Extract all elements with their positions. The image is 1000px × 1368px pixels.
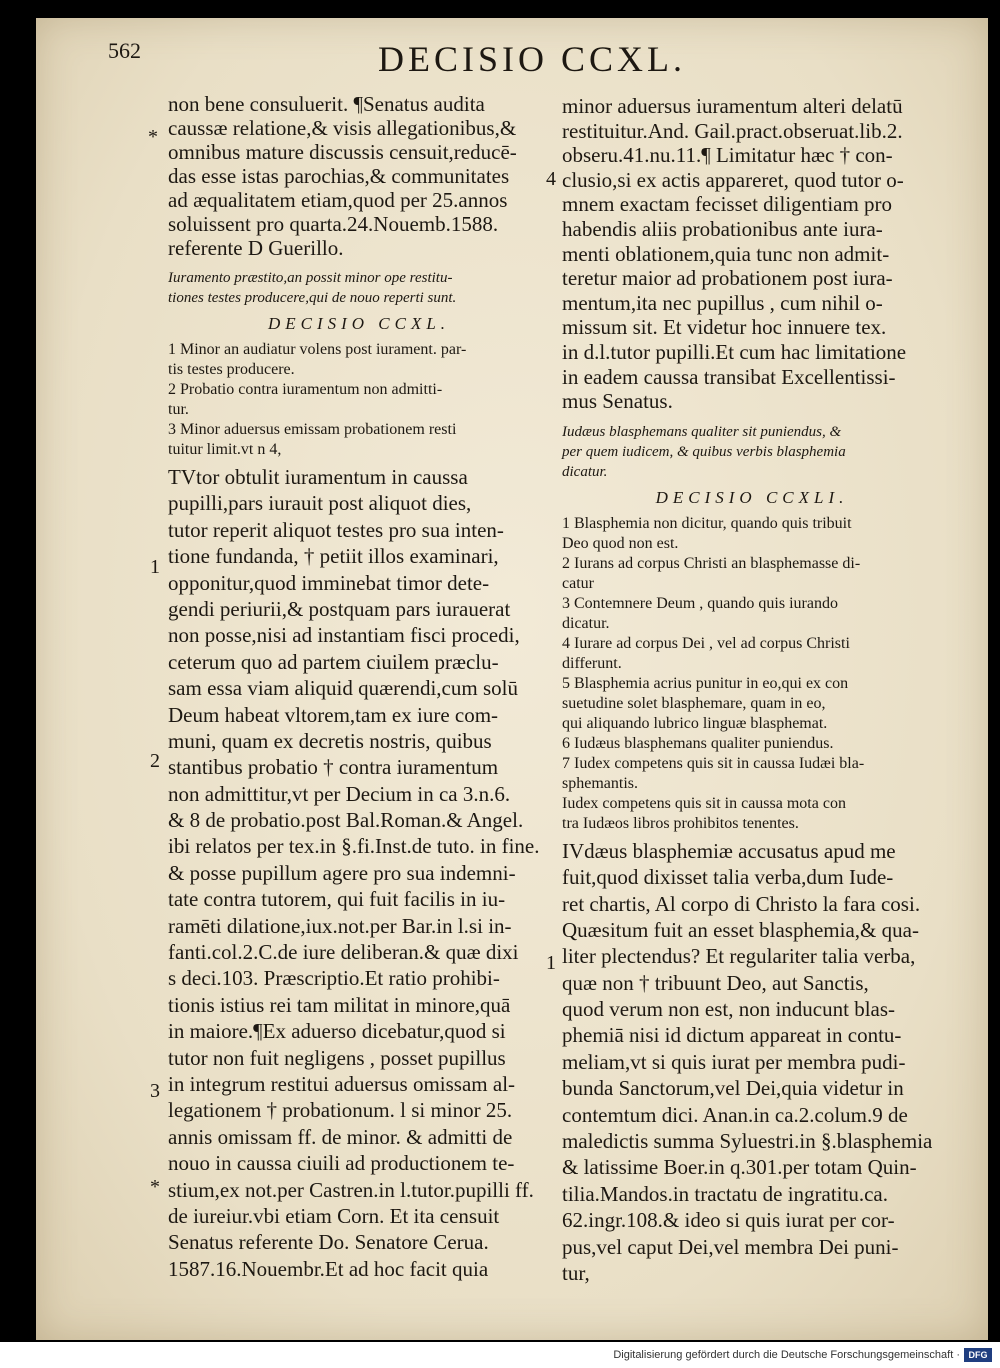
text-line: Senatus referente Do. Senatore Cerua. [168,1230,489,1255]
text-line: restituitur.And. Gail.pract.obseruat.lib.2. [562,118,903,143]
margin-number: 4 [546,168,556,190]
text-line: muni, quam ex decretis nostris, quibus [168,728,492,753]
summary-item: 1 Blasphemia non dicitur, quando quis tribuit [562,514,852,532]
text-line: & posse pupillum agere pro sua indemni- [168,860,516,885]
decision-title-ccxl: DECISIO CCXL. [267,314,451,333]
dfg-logo: DFG [964,1348,992,1362]
text-line: Quæsitum fuit an esset blasphemia,& qua- [562,917,919,942]
text-line: 1587.16.Nouembr.Et ad hoc facit quia [168,1256,489,1281]
left-column [168,92,550,1282]
summary-item: 3 Contemnere Deum , quando quis iurando [562,594,838,612]
text-line: non bene consuluerit. ¶Senatus audita [168,92,485,116]
text-line: stantibus probatio † contra iuramentum [168,755,499,780]
text-line: tate contra tutorem, qui fuit facilis in iu- [168,887,506,912]
text-line: fuit,quod dixisset talia verba,dum Iude- [562,865,894,890]
summary-item: Iudex competens quis sit in caussa mota con [562,794,846,812]
summary-item: 1 Minor an audiatur volens post iurament. par- [168,341,467,358]
text-line: annis omissam ff. de minor. & admitti de [168,1124,513,1149]
text-line: s deci.103. Præscriptio.Et ratio prohibi- [168,966,500,991]
text-line: & latissime Boer.in q.301.per totam Quin- [562,1155,917,1180]
text-line: tur, [562,1260,590,1285]
text-line: de iureiur.vbi etiam Corn. Et ita censuit [168,1203,500,1228]
margin-number: 2 [150,750,160,772]
text-line: phemiā nisi id dictum appareat in contu- [562,1023,902,1048]
summary-line: tiones testes producere,qui de nouo reperti sunt. [168,290,457,306]
text-line: nouo in caussa ciuili ad productionem te- [168,1151,515,1176]
text-line: TVtor obtulit iuramentum in caussa [168,465,468,489]
text-line: ramēti dilatione,iux.not.per Bar.in l.si in- [168,913,512,938]
summary-item: suetudine solet blasphemare, quam in eo, [562,694,826,712]
margin-asterisk: * [148,126,158,148]
summary-item: 2 Iurans ad corpus Christi an blasphemasse di- [562,554,861,572]
text-line: in eadem caussa transibat Excellentissi- [562,364,896,389]
digitization-footer [0,1342,1000,1368]
text-line: ret chartis, Al corpo di Christo la fara cosi. [562,891,921,916]
text-line: das esse istas parochias,& communitates [168,164,510,188]
summary-item: tis testes producere. [168,361,295,378]
summary-item: 5 Blasphemia acrius punitur in eo,qui ex con [562,674,849,692]
text-line: tutor reperit aliquot testes pro sua inten- [168,517,504,542]
text-line: ibi relatos per tex.in §.fi.Inst.de tuto. in fine. [168,834,540,859]
margin-number: 1 [150,556,160,578]
summary-item: 4 Iurare ad corpus Dei , vel ad corpus Christi [562,634,850,652]
summary-item: differunt. [562,654,622,672]
summary-item: sphemantis. [562,774,638,792]
text-line: in integrum restitui aduersus omissam al- [168,1071,516,1096]
text-line: pus,vel caput Dei,vel membra Dei puni- [562,1234,899,1259]
text-line: menti oblationem,quia tunc non admit- [562,241,890,266]
text-line: non posse,nisi ad instantiam fisci procedi, [168,623,520,648]
margin-number: 3 [150,1080,160,1102]
text-line: IVdæus blasphemiæ accusatus apud me [562,838,896,863]
footer-text: Digitalisierung gefördert durch die Deutsche Forschungsgemeinschaft · [613,1349,960,1361]
text-line: mentum,ita nec pupillus , cum nihil o- [562,290,883,315]
page-number: 562 [108,38,141,63]
text-line: Deum habeat vltorem,tam ex iure com- [168,702,499,727]
summary-item: 6 Iudæus blasphemans qualiter puniendus. [562,734,834,752]
text-line: non admittitur,vt per Decium in ca 3.n.6. [168,781,511,806]
margin-number: 1 [546,952,556,974]
text-line: ad æqualitatem etiam,quod per 25.annos [168,188,508,212]
summary-item: dicatur. [562,614,610,632]
text-line: tionis istius rei tam militat in minore,quā [168,992,511,1017]
text-line: legationem † probationum. l si minor 25. [168,1098,513,1123]
text-line: gendi periurii,& postquam pars iurauerat [168,596,511,621]
summary-item: tra Iudæos libros prohibitos tenentes. [562,814,799,832]
text-line: clusio,si ex actis appareret, quod tutor o- [562,167,904,192]
text-line: fanti.col.2.C.de iure deliberan.& quæ dixi [168,940,519,965]
text-line: minor aduersus iuramentum alteri delatū [562,94,903,118]
text-line: stium,ex not.per Castren.in l.tutor.pupilli ff. [168,1177,534,1202]
text-line: mnem exactam fecisset diligentiam pro [562,192,893,217]
text-line: sam essa viam aliquid quærendi,cum solū [168,676,518,701]
text-line: mus Senatus. [562,389,673,414]
text-line: tilia.Mandos.in tractatu de ingratitu.ca. [562,1181,888,1206]
text-line: in d.l.tutor pupilli.Et cum hac limitatione [562,339,907,364]
text-line: soluissent pro quarta.24.Nouemb.1588. [168,212,499,236]
summary-item: catur [562,574,594,592]
running-head: DECISIO CCXL. [378,39,687,79]
text-line: 62.ingr.108.& ideo si quis iurat per cor- [562,1208,895,1233]
text-line: liter plectendus? Et regulariter talia verba, [562,944,916,969]
text-line: bunda Sanctorum,vel Dei,quia videtur in [562,1076,904,1101]
text-line: teretur maior ad probationem post iura- [562,266,893,291]
text-line: contemtum dici. Anan.in ca.2.colum.9 de [562,1102,908,1127]
text-line: quod verum non est, non inducunt blas- [562,997,896,1022]
text-line: referente D Guerillo. [168,236,344,260]
text-line: missum sit. Et videtur hoc innuere tex. [562,315,887,340]
decision-title-ccxli: DECISIO CCXLI. [655,487,849,507]
text-line: obseru.41.nu.11.¶ Limitatur hæc † con- [562,143,893,168]
text-line: habendis aliis probationibus ante iura- [562,216,883,241]
text-line: opponitur,quod imminebat timor dete- [168,570,490,595]
summary-line: Iudæus blasphemans qualiter sit puniendus, & [562,423,842,440]
text-line: in maiore.¶Ex aduerso dicebatur,quod si [168,1019,506,1044]
text-line: quæ non † tribuunt Deo, aut Sanctis, [562,970,869,995]
summary-item: qui aliquando lubrico linguæ blasphemat. [562,714,828,732]
summary-item: tur. [168,401,189,418]
right-column [562,94,942,1286]
summary-line: Iuramento præstito,an possit minor ope restitu- [168,270,453,286]
text-line: omnibus mature discussis censuit,reducē- [168,140,517,164]
summary-line: dicatur. [562,463,608,480]
text-line: maledictis summa Syluestri.in §.blasphemia [562,1129,933,1154]
text-line: & 8 de probatio.post Bal.Roman.& Angel. [168,808,524,833]
text-line: tione fundanda, † petiit illos examinari, [168,544,499,569]
text-line: caussæ relatione,& visis allegationibus,& [168,116,517,140]
summary-item: Deo quod non est. [562,534,679,552]
text-line: tutor non fuit negligens , posset pupillus [168,1045,506,1070]
summary-line: per quem iudicem, & quibus verbis blasphemia [562,443,846,460]
text-line: meliam,vt si quis iurat per membra pudi- [562,1049,906,1074]
summary-item: 3 Minor aduersus emissam probationem resti [168,421,457,438]
text-line: pupilli,pars iurauit post aliquot dies, [168,491,472,516]
margin-asterisk: * [150,1176,160,1198]
text-line: ceterum quo ad partem ciuilem præclu- [168,649,499,674]
summary-item: 7 Iudex competens quis sit in caussa Iudæi bla- [562,754,865,772]
summary-item: 2 Probatio contra iuramentum non admitti- [168,381,443,398]
summary-item: tuitur limit.vt n 4, [168,441,282,458]
